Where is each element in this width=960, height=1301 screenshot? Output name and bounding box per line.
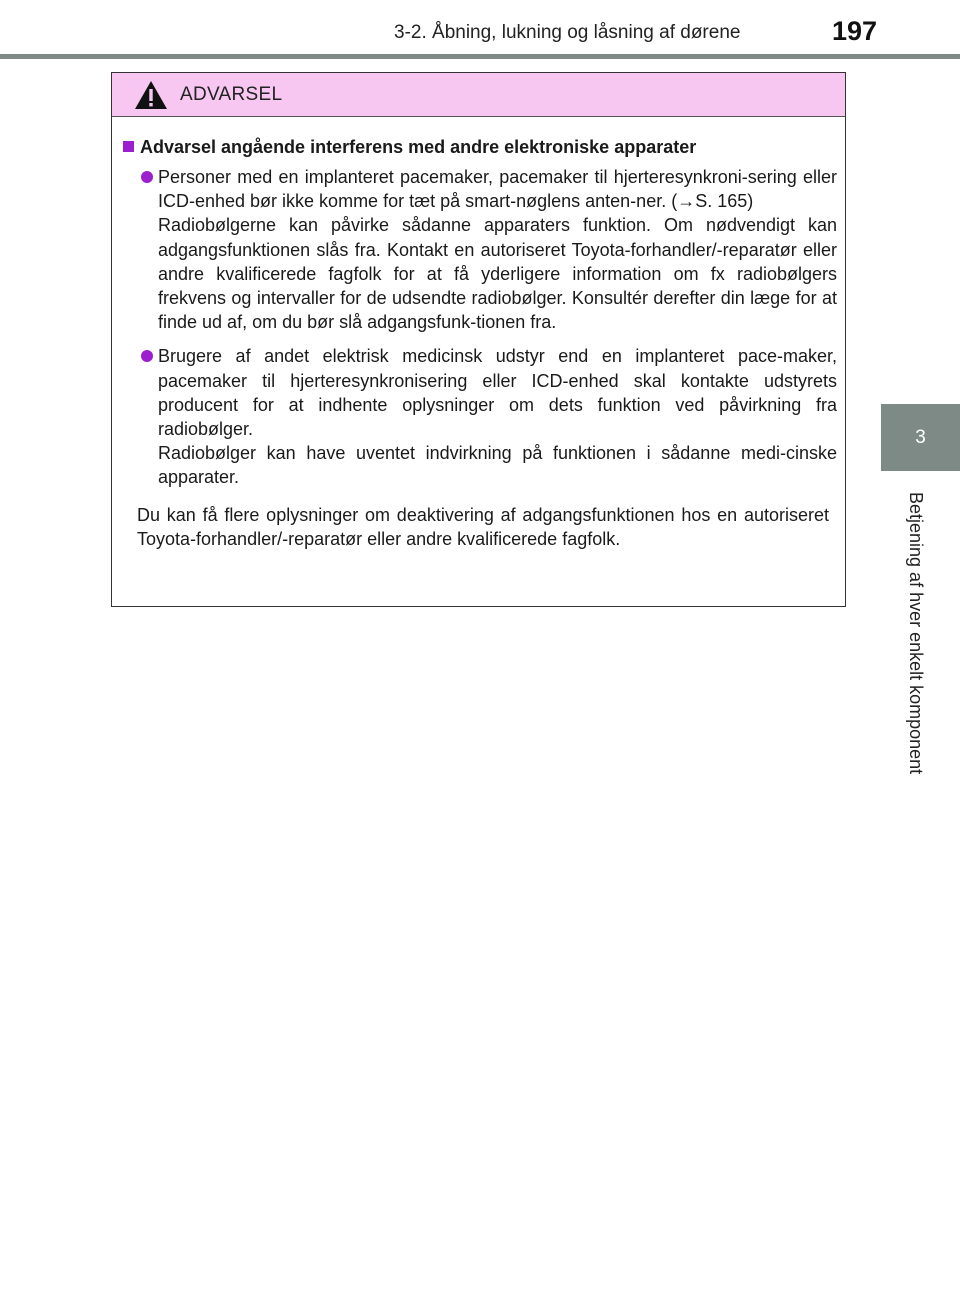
- round-bullet-icon: [141, 171, 153, 183]
- round-bullet-icon: [141, 350, 153, 362]
- warning-triangle-icon: [134, 80, 168, 110]
- bullet-text-continued: Radiobølgerne kan påvirke sådanne apparaters funktion. Om nødvendigt kan adgangsfunktionen slås fra. Kontakt en autoriseret Toyota-forhandler/-reparatør eller andre kvalificerede fagfolk for at få yderligere information om fx radiobølgers frekvens og intervaller for de udsendte radiobølger. Konsultér derefter din læge for at finde ud af, om du bør slå adgangsfunk-tionen fra.: [158, 215, 837, 333]
- square-bullet-icon: [123, 141, 134, 152]
- warning-header: [112, 73, 845, 117]
- closing-paragraph: Du kan få flere oplysninger om deaktivering af adgangsfunktionen hos en autoriseret Toyota-forhandler/-reparatør eller andre kvalificerede fagfolk.: [137, 504, 829, 549]
- section-heading: [120, 135, 837, 159]
- header-rule: [0, 54, 960, 59]
- bullet-text: Personer med en implanteret pacemaker, pacemaker til hjerteresynkroni-sering eller ICD-enhed bør ikke komme for tæt på smart-nøglens anten-ner. (→S. 165): [158, 167, 837, 212]
- warning-box: [111, 72, 846, 607]
- bullet-item: [120, 165, 837, 334]
- bullet-text-continued: Radiobølger kan have uventet indvirkning på funktionen i sådanne medi-cinske apparater.: [158, 443, 837, 488]
- chapter-tab: [881, 404, 960, 471]
- chapter-number: 3: [915, 426, 926, 448]
- bullet-item: [120, 344, 837, 489]
- warning-title: ADVARSEL: [180, 83, 283, 105]
- bullet-text: Brugere af andet elektrisk medicinsk udstyr end en implanteret pace-maker, pacemaker til hjerteresynkronisering eller ICD-enhed skal kontakte udstyrets producent for at indhente oplysninger om dets funktion ved påvirkning fra radiobølger.: [158, 346, 837, 440]
- page-header-title: 3-2. Åbning, lukning og låsning af dørene: [394, 22, 741, 43]
- page-number: 197: [832, 16, 878, 46]
- section-heading-text: Advarsel angående interferens med andre elektroniske apparater: [140, 137, 697, 157]
- chapter-side-label: Betjening af hver enkelt komponent: [906, 492, 926, 775]
- warning-body: [112, 117, 845, 551]
